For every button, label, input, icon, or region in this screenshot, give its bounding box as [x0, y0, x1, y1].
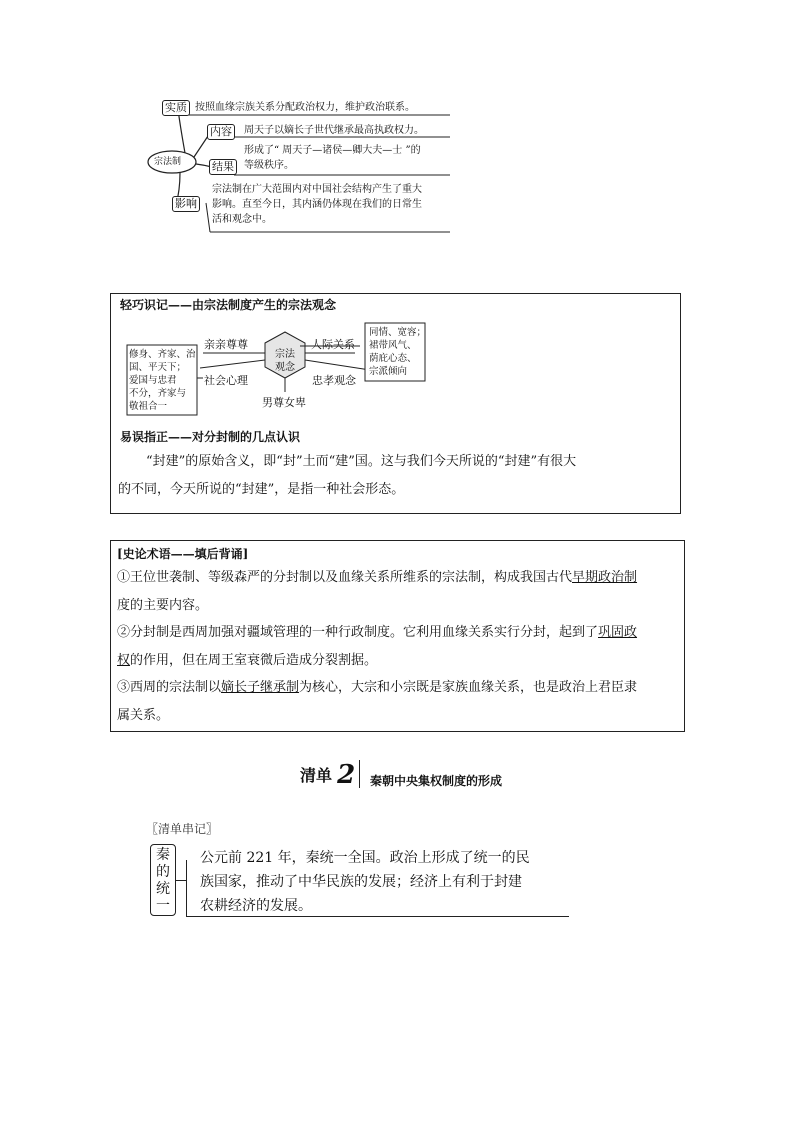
list-memo-tag: 〖清单串记〗 [146, 822, 219, 836]
tag-shizhi: 实质 [162, 100, 190, 116]
connector-h [176, 880, 186, 881]
term-1-line1: ①王位世袭制、等级森严的分封制以及血缘关系所维系的宗法制，构成我国古代早期政治制 [117, 570, 638, 585]
yingxiang-line3: 活和观念中。 [212, 214, 272, 225]
side-char: 的 [156, 864, 170, 880]
terms-title: [史论术语——填后背诵] [117, 547, 249, 561]
jieguo-line1: 形成了“ 周天子—诸侯—卿大夫—士 ”的 [244, 145, 421, 156]
left-line: 国、平天下； [129, 362, 187, 373]
yingxiang-line2: 影响。直至今日，其内涵仍体现在我们的日常生 [212, 199, 422, 210]
shizhi-text: 按照血缘宗族关系分配政治权力，维护政治联系。 [195, 102, 415, 113]
misconception-line2: 的不同，今天所说的“封建”，是指一种社会形态。 [118, 482, 405, 497]
qinqin-label: 亲亲尊尊 [204, 338, 248, 351]
renji-label: 人际关系 [311, 338, 355, 351]
left-line: 修身、齐家、治 [129, 349, 196, 360]
tag-jieguo: 结果 [209, 159, 237, 175]
tag-neirong: 内容 [207, 124, 235, 140]
hex-label-2: 观念 [275, 362, 295, 373]
misconception-title: 易误指正——对分封制的几点认识 [120, 430, 301, 444]
side-char: 秦 [156, 847, 170, 863]
qin-unify-label-box [150, 844, 176, 916]
zhongxiao-label: 忠孝观念 [312, 374, 356, 387]
left-line: 爱国与忠君 [129, 375, 177, 386]
right-line: 裙带风气、 [369, 340, 417, 351]
section-label: 清单 [300, 766, 333, 785]
section-title: 秦朝中央集权制度的形成 [370, 774, 503, 788]
section-heading [300, 760, 355, 790]
neirong-text: 周天子以嫡长子世代继承最高执政权力。 [244, 125, 424, 136]
nanzun-label: 男尊女卑 [262, 396, 306, 409]
right-concept-list [369, 326, 426, 378]
yingxiang-line1: 宗法制在广大范围内对中国社会结构产生了重大 [212, 184, 422, 195]
connector-v [186, 860, 187, 916]
qin-line1: 公元前 221 年，秦统一全国。政治上形成了统一的民 [200, 850, 530, 866]
jieguo-line2: 等级秩序。 [244, 160, 294, 171]
term-2-line1: ②分封制是西周加强对疆域管理的一种行政制度。它利用血缘关系实行分封，起到了巩固政 [117, 625, 638, 640]
right-line: 荫庇心态、 [369, 353, 417, 364]
memory-tips-title: 轻巧识记——由宗法制度产生的宗法观念 [120, 298, 337, 312]
left-line: 敬祖合一 [129, 401, 168, 412]
hex-label-1: 宗法 [275, 349, 295, 360]
left-concept-list [129, 348, 196, 413]
qin-unify-text [200, 846, 530, 918]
right-line: 同情、宽容； [369, 327, 427, 338]
mindmap-branches [140, 95, 460, 240]
term-3-line1: ③西周的宗法制以嫡长子继承制为核心，大宗和小宗既是家族血缘关系，也是政治上君臣隶 [117, 680, 638, 695]
term-2-line2: 权的作用，但在周王室衰微后造成分裂割据。 [117, 653, 378, 668]
left-line: 不分，齐家与 [129, 388, 187, 399]
side-char: 一 [156, 898, 170, 914]
term-1-line2: 度的主要内容。 [117, 598, 209, 613]
zongfa-center-label: 宗法制 [154, 157, 182, 167]
side-char: 统 [156, 881, 170, 897]
qin-line2: 族国家，推动了中华民族的发展；经济上有利于封建 [200, 874, 522, 890]
tag-yingxiang: 影响 [172, 196, 200, 212]
right-line: 宗派倾向 [369, 366, 408, 377]
shehui-label: 社会心理 [204, 374, 248, 387]
section-number: 2 [337, 760, 356, 790]
qin-line3: 农耕经济的发展。 [200, 898, 312, 914]
misconception-line1: “封建”的原始含义，即“封”土而“建”国。这与我们今天所说的“封建”有很大 [146, 454, 577, 469]
section-divider [359, 760, 360, 788]
term-3-line2: 属关系。 [117, 708, 170, 723]
